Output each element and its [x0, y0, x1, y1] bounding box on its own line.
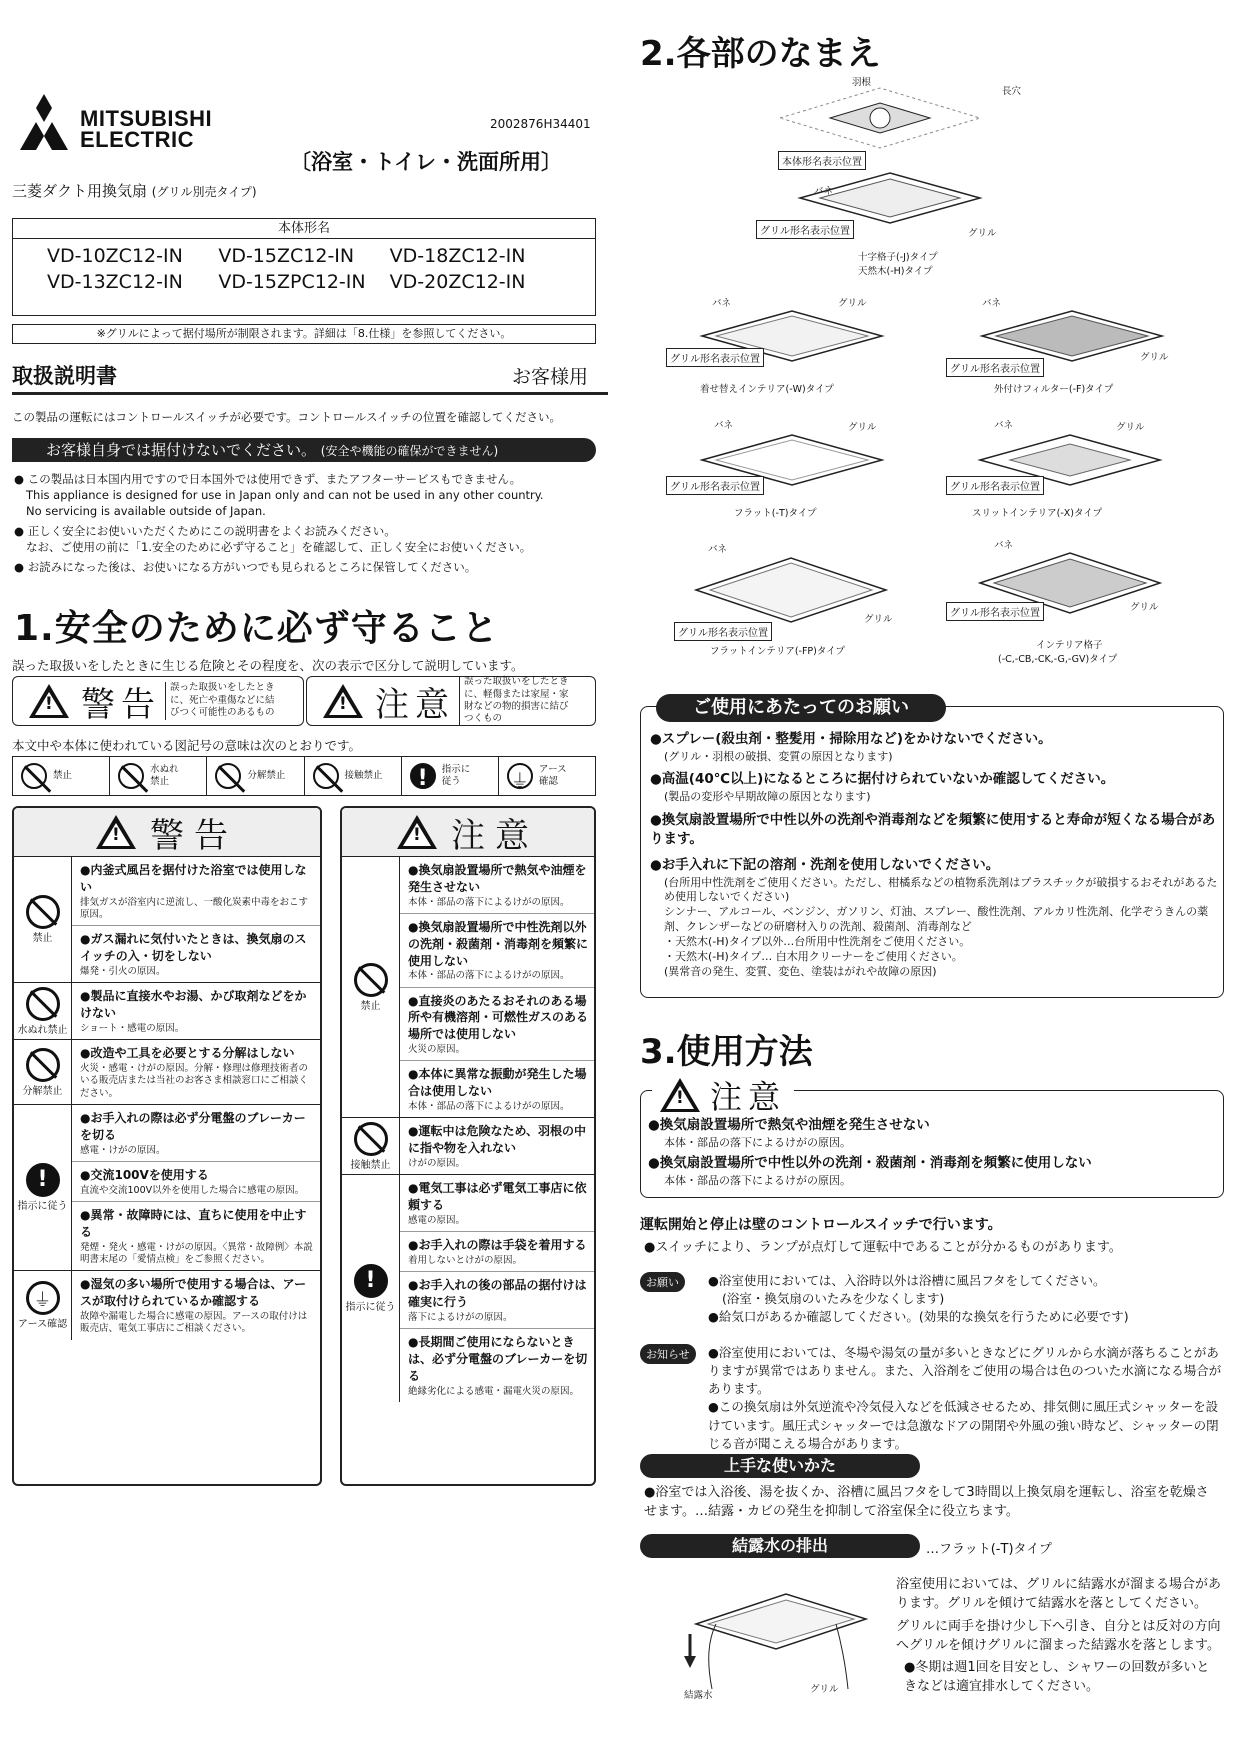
prohibit-icon: [26, 895, 60, 929]
label-spring: バネ: [994, 540, 1014, 551]
earth-icon: [26, 1281, 60, 1315]
intro-bullet: なお、ご使用の前に「1.安全のために必ず守ること」を確認して、正しく安全にお使いください。: [26, 540, 532, 555]
request-detail: (グリル・羽根の破損、変質の原因となります): [664, 749, 893, 763]
section2-title: 2.各部のなまえ: [640, 34, 881, 74]
product-name: 三菱ダクト用換気扇: [12, 182, 148, 200]
usage-caution-list: [648, 1116, 1218, 1189]
grill-variant: [940, 540, 1180, 670]
request-wood-note: ・天然木(-H)タイプ以外…台所用中性洗剤をご使用ください。: [664, 934, 971, 948]
request-note: (異常音の発生、変質、変色、塗装はがれや故障の原因): [664, 964, 937, 978]
no-water-icon: [26, 987, 60, 1021]
grill-variant: [660, 298, 900, 398]
request-notes: [708, 1272, 1224, 1326]
no-touch-icon: [354, 1122, 388, 1156]
label-grill-model-pos: グリル形名表示位置: [674, 622, 772, 641]
label-grill-model-pos: グリル形名表示位置: [946, 476, 1044, 495]
grill-note: ※グリルによって据付場所が制限されます。詳細は「8.仕様」を参照してください。: [12, 324, 596, 344]
symbol-label: 接触禁止: [344, 769, 383, 781]
model-box: [12, 218, 596, 316]
no-install-banner: [12, 438, 596, 462]
model-item: VD-15ZC12-IN: [218, 245, 355, 267]
drain-title: 結露水の排出: [640, 1534, 920, 1558]
requests-list: [650, 730, 1218, 979]
label-grill: グリル: [1140, 352, 1169, 363]
warning-row: 水ぬれ禁止 ●製品に直接水やお湯、かび取剤などをかけない ショート・感電の原因。: [14, 982, 320, 1039]
section1-title: 1.安全のために必ず守ること: [14, 608, 499, 649]
usage-caution-detail: 本体・部品の落下によるけがの原因。: [664, 1135, 851, 1149]
usage-caution-header: [652, 1072, 794, 1118]
earth-icon: [507, 763, 533, 789]
model-header: 本体形名: [13, 219, 595, 239]
drain-diagram: [676, 1574, 876, 1694]
label-spring: バネ: [714, 420, 734, 431]
request-item: ●換気扇設置場所で中性以外の洗剤や消毒剤などを頻繁に使用すると寿命が短くなる場合があります。: [650, 811, 1216, 848]
request-note-item: ●給気口があるか確認してください。(効果的な換気を行うために必要です): [708, 1309, 1129, 1325]
no-install-note: (安全や機能の確保ができません): [320, 444, 499, 458]
label-grill: グリル: [1130, 602, 1159, 613]
start-stop: 運転開始と停止は壁のコントロールスイッチで行います。: [640, 1217, 1002, 1233]
model-item: VD-10ZC12-IN: [47, 245, 183, 267]
caution-row: ! 指示に従う ●電気工事は必ず電気工事店に依頼する 感電の原因。 ●お手入れの際は手袋を着用する 着用しないとけがの原因。 ●お手入れの後の部品の据付けは確実に行う 落下によるけがの原因。 ●長期間ご使用にならないときは、必ず分電盤のブレーカーを切る 絶縁劣化による感電・漏電火災の原因。: [342, 1174, 594, 1402]
symbol-label: 分解禁止: [247, 769, 286, 781]
intro-bullet: This appliance is designed for use in Japan only and can not be used in any other country.: [26, 488, 544, 503]
tips-text: ●浴室では入浴後、湯を抜くか、浴槽に風呂フタをして3時間以上換気扇を運転し、浴室を乾燥させます。…結露・カビの発生を抑制して浴室保全に役立ちます。: [644, 1485, 1209, 1519]
label-grill: グリル: [864, 614, 893, 625]
symbol-label: 指示に従う: [441, 763, 471, 787]
no-touch-icon: [313, 763, 339, 789]
instruction-icon: [410, 763, 436, 789]
product-note: (グリル別売タイプ): [151, 185, 257, 199]
grill-variant: [660, 540, 900, 660]
label-slot: 長穴: [1002, 86, 1022, 97]
label-grill-model-pos: グリル形名表示位置: [666, 476, 764, 495]
caution-legend: [306, 676, 596, 726]
intro-bullet: No servicing is available outside of Japan.: [26, 504, 266, 519]
warning-title: 警告: [150, 815, 238, 856]
label-grill: グリル: [848, 422, 877, 433]
no-disassembly-icon: [215, 763, 241, 789]
prohibit-icon: [354, 963, 388, 997]
caution-icon: [660, 1078, 700, 1112]
label-body-model-pos: 本体形名表示位置: [778, 151, 866, 170]
drain-text: 浴室使用においては、グリルに結露水が溜まる場合があります。グリルを傾けて結露水を落としてください。: [896, 1577, 1222, 1611]
symbol-legend: [12, 756, 596, 796]
notice-item: ●この換気扇は外気逆流や冷気侵入などを低減させるため、排気側に風圧式シャッターを設けています。風圧式シャッターでは急激なドアの開閉や外風の強い時など、シャッターの閉じる音が聞こえる場合があります。: [708, 1399, 1219, 1451]
brand-logo: [14, 92, 74, 152]
label-spring: バネ: [708, 544, 728, 555]
warning-icon: [96, 815, 136, 849]
symbol-label: 禁止: [53, 769, 73, 781]
start-stop-note: ●スイッチにより、ランプが点灯して運転中であることが分かるものがあります。: [644, 1240, 1122, 1255]
caution-title: 注意: [451, 815, 539, 856]
label-spring: バネ: [994, 420, 1014, 431]
main-caption-1: 十字格子(-J)タイプ: [858, 252, 938, 263]
request-item: ●高温(40℃以上)になるところに据付けられていないか確認してください。: [650, 771, 1115, 788]
label-grill-model-pos: グリル形名表示位置: [946, 602, 1044, 621]
main-caption-2: 天然木(-H)タイプ: [858, 266, 933, 277]
switch-note: この製品の運転にはコントロールスイッチが必要です。コントロールスイッチの位置を確認してください。: [12, 410, 562, 424]
usage-title: 〔浴室・トイレ・洗面所用〕: [290, 150, 562, 174]
warning-row: 禁止 ●内釜式風呂を据付けた浴室では使用しない 排気ガスが浴室内に逆流し、一酸化炭素中毒をおこす原因。 ●ガス漏れに気付いたときは、換気扇のスイッチの入・切をしない 爆発・引火の原因。: [14, 856, 320, 982]
intro-bullet: ● この製品は日本国内用ですので日本国外では使用できず、またアフターサービスもできません。: [14, 472, 522, 486]
request-tag: お願い: [640, 1272, 685, 1292]
drain-instructions: [896, 1576, 1222, 1697]
symbol-label: アース確認: [538, 763, 567, 787]
usage-caution-item: ●換気扇設置場所で熱気や油煙を発生させない: [648, 1117, 930, 1133]
grill-caption: 外付けフィルター(-F)タイプ: [994, 384, 1114, 395]
caution-row: 禁止 ●換気扇設置場所で熱気や油煙を発生させない 本体・部品の落下によるけがの原因。 ●換気扇設置場所で中性洗剤以外の洗剤・殺菌剤・消毒剤を頻繁に使用しない 本体・部品の落下によるけがの原因。 ●直接炎のあたるおそれのある場所や有機溶剤・可燃性ガスのある場所では使用しない 火災の原因。 ●本体に異常な振動が発生した場合は使用しない 本体・部品の落下によるけがの原因。: [342, 856, 594, 1117]
grill-caption: フラットインテリア(-FP)タイプ: [710, 646, 845, 657]
grill-caption: 着せ替えインテリア(-W)タイプ: [700, 384, 834, 395]
request-solvents: シンナー、アルコール、ベンジン、ガソリン、灯油、スプレー、酸性洗剤、アルカリ性洗剤、化学ぞうきんの薬剤、クレンザーなどの研磨材入りの洗剤、殺菌剤、消毒剤など: [664, 905, 1209, 934]
model-item: VD-20ZC12-IN: [389, 271, 526, 293]
warning-legend-label: 警告: [81, 684, 161, 725]
model-item: VD-18ZC12-IN: [389, 245, 526, 267]
notice-item: ●浴室使用においては、冬場や湯気の量が多いときなどにグリルから水滴が落ちることがありますが異常ではありません。また、入浴剤をご使用の場合は色のついた水滴になる場合があります。: [708, 1345, 1222, 1397]
grill-caption: インテリア格子: [1036, 640, 1103, 651]
brand-line2: ELECTRIC: [80, 127, 194, 152]
request-detail: (台所用中性洗剤をご使用ください。ただし、柑橘系などの植物系洗剤はプラスチックが破損するおそれがあるため使用しないでください): [664, 875, 1218, 904]
label-grill: グリル: [1116, 422, 1145, 433]
usage-caution-label: 注意: [710, 1078, 787, 1116]
drain-water-label: 結露水: [684, 1690, 713, 1701]
caution-table: [340, 806, 596, 1486]
safety-intro: 誤った取扱いをしたときに生じる危険とその程度を、次の表示で区分して説明しています。: [12, 658, 524, 673]
caution-legend-desc: 誤った取扱いをしたときに、軽傷または家屋・家財などの物的損害に結びつくもの: [459, 676, 571, 725]
drain-type: …フラット(-T)タイプ: [926, 1542, 1052, 1557]
request-item: ●スプレー(殺虫剤・整髪用・掃除用など)をかけないでください。: [650, 731, 1052, 747]
grill-caption: スリットインテリア(-X)タイプ: [972, 508, 1103, 519]
label-spring: バネ: [814, 186, 834, 197]
label-blade: 羽根: [852, 77, 872, 88]
label-grill-model-pos: グリル形名表示位置: [666, 348, 764, 367]
grill-caption-2: (-C,-CB,-CK,-G,-GV)タイプ: [998, 654, 1118, 665]
prohibit-icon: [21, 763, 47, 789]
warning-legend-desc: 誤った取扱いをしたときに、死亡や重傷などに結びつく可能性のあるもの: [165, 682, 277, 719]
warning-table: [12, 806, 322, 1486]
usage-caution-item: ●換気扇設置場所で中性以外の洗剤・殺菌剤・消毒剤を頻繁に使用しない: [648, 1155, 1092, 1172]
three-diamonds-icon: [14, 92, 74, 152]
warning-legend: [12, 676, 304, 726]
request-note-item: ●浴室使用においては、入浴時以外は浴槽に風呂フタをしてください。: [708, 1273, 1106, 1288]
drain-grill-label: グリル: [810, 1684, 839, 1695]
no-water-icon: [118, 763, 144, 789]
label-spring: バネ: [982, 298, 1002, 309]
instruction-icon: [26, 1163, 60, 1197]
no-disassembly-icon: [26, 1048, 60, 1082]
drain-text: グリルに両手を掛け少し下へ引き、自分とは反対の方向へグリルを傾けグリルに溜まった結露水を落とします。: [896, 1618, 1221, 1653]
tips-title: 上手な使いかた: [640, 1454, 920, 1478]
notice-notes: [708, 1344, 1224, 1453]
warning-row: ! 指示に従う ●お手入れの際は必ず分電盤のブレーカーを切る 感電・けがの原因。 ●交流100Vを使用する 直流や交流100V以外を使用した場合に感電の原因。 ●異常・故障時には、直ちに使用を中止する 発煙・発火・感電・けがの原因。〈異常・故障例〉本説明書末尾の「愛情点検」をご参照ください。: [14, 1104, 320, 1270]
caution-icon: [323, 684, 363, 718]
caution-icon: [397, 815, 437, 849]
label-grill-model-pos: グリル形名表示位置: [946, 358, 1044, 377]
symbol-label: 水ぬれ禁止: [150, 763, 179, 787]
symbols-intro: 本文中や本体に使われている図記号の意味は次のとおりです。: [12, 738, 362, 753]
label-grill: グリル: [838, 298, 867, 309]
section3-title: 3.使用方法: [640, 1032, 813, 1072]
intro-bullet: ● お読みになった後は、お使いになる方がいつでも見られるところに保管してください。: [14, 560, 477, 575]
caution-legend-label: 注意: [375, 684, 455, 725]
grill-variant: [940, 298, 1180, 398]
usage-caution-detail: 本体・部品の落下によるけがの原因。: [664, 1173, 851, 1187]
requests-title: ご使用にあたってのお願い: [656, 694, 946, 722]
warning-row: 分解禁止 ●改造や工具を必要とする分解はしない 火災・感電・けがの原因。分解・修理は修理技術者のいる販売店または当社のお客さま相談窓口にご相談ください。: [14, 1039, 320, 1104]
warning-icon: [29, 684, 69, 718]
intro-bullet: ● 正しく安全にお使いいただくためにこの説明書をよくお読みください。: [14, 524, 396, 539]
label-grill-model-pos: グリル形名表示位置: [756, 220, 854, 239]
label-grill: グリル: [968, 228, 997, 239]
request-wood-note: ・天然木(-H)タイプ… 白木用クリーナーをご使用ください。: [664, 949, 963, 963]
brand-line1: MITSUBISHI: [80, 106, 213, 131]
instruction-icon: [354, 1264, 388, 1298]
request-note-item: (浴室・換気扇のいたみを少なくします): [722, 1291, 945, 1307]
request-detail: (製品の変形や早期故障の原因となります): [664, 789, 871, 803]
doc-code: 2002876H34401: [490, 117, 591, 131]
model-item: VD-13ZC12-IN: [47, 271, 183, 293]
no-install-text: お客様自身では据付けないでください。: [46, 441, 317, 459]
grill-variant: [940, 420, 1180, 520]
grill-variant: [660, 420, 900, 520]
drain-text: ●冬期は週1回を目安とし、シャワーの回数が多いときなどは適宜排水してください。: [904, 1660, 1210, 1695]
manual-title: 取扱説明書: [12, 364, 117, 388]
notice-tag: お知らせ: [640, 1344, 696, 1364]
request-item: ●お手入れに下記の溶剤・洗剤を使用しないでください。: [650, 856, 1000, 873]
model-item: VD-15ZPC12-IN: [218, 271, 366, 293]
label-spring: バネ: [712, 298, 732, 309]
for-customer: お客様用: [512, 366, 589, 388]
caution-row: 接触禁止 ●運転中は危険なため、羽根の中に指や物を入れない けがの原因。: [342, 1117, 594, 1174]
grill-caption: フラット(-T)タイプ: [734, 508, 817, 519]
warning-row: ⏚ アース確認 ●湿気の多い場所で使用する場合は、アースが取付けられているか確認する 故障や漏電した場合に感電の原因。アースの取付けは販売店、電気工事店にご相談ください。: [14, 1270, 320, 1339]
intro-bullets: [14, 471, 610, 576]
